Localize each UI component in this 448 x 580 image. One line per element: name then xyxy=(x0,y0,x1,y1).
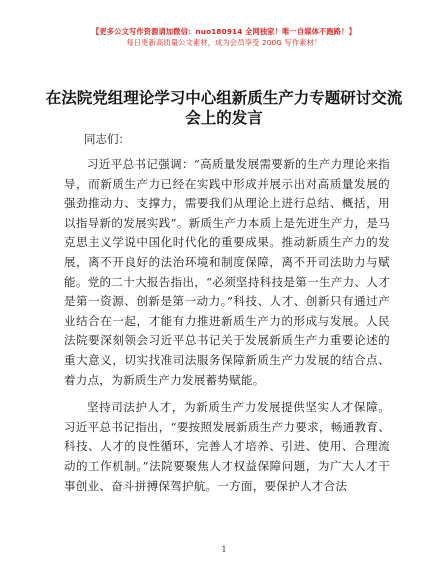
promo-line-2: 每日更新高质量公文素材，成为会员享受 200G 写作素材！ xyxy=(126,38,322,47)
paragraph: 坚持司法护人才，为新质生产力发展提供坚实人才保障。习近平总书记指出，“要按照发展新质生产力要求，畅通教育、科技、人才的良性循环，完善人才培养、引进、使用、合理流动的工作机制。”法院要聚焦人才权益保障问题，为广大人才干事创业、奋斗拼搏保驾护航。一方面，要保护人才合法 xyxy=(64,400,390,493)
paragraph: 习近平总书记强调：“高质量发展需要新的生产力理论来指导，而新质生产力已经在实践中形成并展示出对高质量发展的强劲推动力、支撑力，需要我们从理论上进行总结、概括，用以指导新的发展实践”。新质生产力本质上是先进生产力，是马克思主义学说中国化时代化的重要成果。推动新质生产力的发展，离不开良好的法治环境和制度保障，离不开司法助力与赋能。党的二十大报告指出，“必须坚持科技是第一生产力、人才是第一资源、创新是第一动力。”科技、人才、创新只有通过产业结合在一起，才能有力推进新质生产力的形成与发展。人民法院要深刻领会习近平总书记关于发展新质生产力重要论述的重大意义，切实找准司法服务保障新质生产力发展的结合点、着力点，为新质生产力发展蓄势赋能。 xyxy=(64,157,390,387)
page-number: 1 xyxy=(221,545,227,554)
salutation: 同志们： xyxy=(84,132,130,146)
promo-line-1: 【更多公文写作资源请加微信：nuo180914 全网独家！唯一自媒体不跑路！】 xyxy=(92,27,356,36)
promo-banner xyxy=(0,26,448,48)
document-body xyxy=(64,155,390,504)
document-title: 在法院党组理论学习中心组新质生产力专题研讨交流会上的发言 xyxy=(45,89,403,127)
